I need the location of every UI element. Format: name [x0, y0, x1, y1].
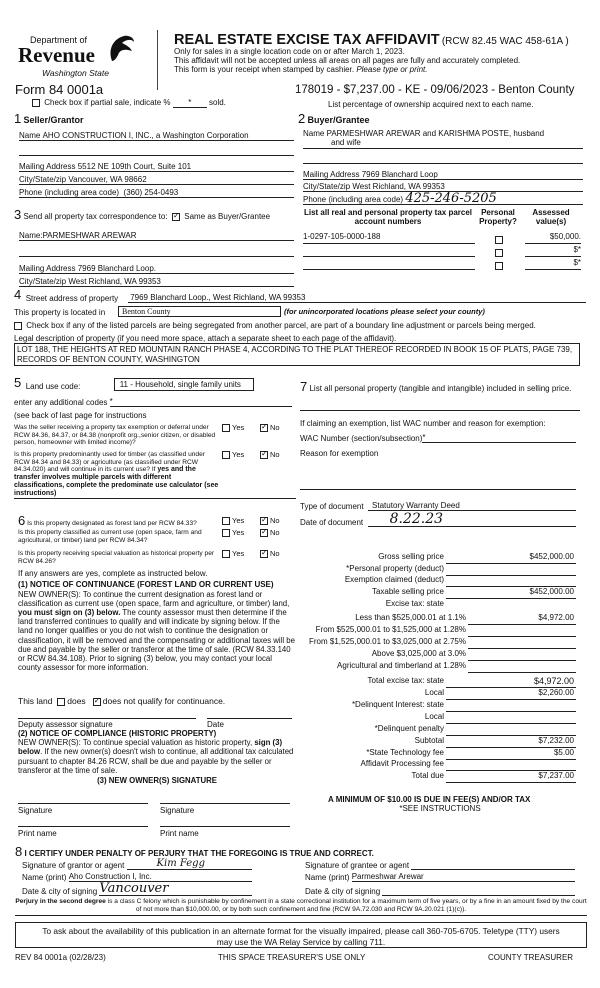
q2-yes-checkbox[interactable] — [222, 451, 230, 459]
deputy-date-line[interactable] — [207, 718, 292, 719]
forest-yes-checkbox[interactable] — [222, 517, 230, 525]
see-instructions: *SEE INSTRUCTIONS — [399, 804, 481, 813]
new-owner-signature-2[interactable] — [160, 803, 290, 804]
partial-sale-percent[interactable]: * — [173, 98, 207, 108]
q1-no-checkbox[interactable] — [260, 424, 268, 432]
parcel-value[interactable]: $* — [525, 258, 581, 270]
tax-value-tier1[interactable]: $4,972.00 — [468, 613, 576, 625]
notice2: (2) NOTICE OF COMPLIANCE (HISTORIC PROPERTY) NEW OWNER(S): To continue special valuation as historic property, sign (3) below. If the new owner(s) doesn't wish to continue, all additional tax calculated pursuant to chapter 84.26 RCW, shall be due and payable by the seller or transferor at the time of sale. (3) NEW OWNER(S) SIGNATURE — [18, 729, 294, 785]
grantee-signature[interactable] — [411, 860, 575, 870]
county-treasurer-label: COUNTY TREASURER — [488, 953, 574, 962]
current-use-question: Is this property classified as current use (open space, farm and agricultural, or timber) land per RCW 84.34? — [18, 528, 202, 544]
tax-value-tier2[interactable] — [468, 625, 576, 637]
header-line3: This form is your receipt when stamped by cashier. Please type or print. — [174, 65, 428, 74]
personal-property-line[interactable] — [300, 395, 580, 411]
buyer-name-line2[interactable]: and wife — [331, 138, 361, 148]
deputy-signature-line[interactable] — [18, 718, 196, 719]
parcel-personal-checkbox[interactable] — [495, 249, 503, 257]
parcel-table — [303, 208, 583, 270]
correspondence-name[interactable]: PARMESHWAR AREWAR — [42, 230, 137, 240]
logo-state: Washington State — [42, 68, 109, 78]
buyer-city[interactable]: West Richland, WA 99353 — [352, 181, 445, 191]
grantor-block: Signature of grantor or agent Kim Fegg Name (print) Aho Construction I, Inc. Date & city of signing Vancouver — [22, 858, 252, 896]
parcel-number[interactable] — [303, 258, 475, 270]
parcel-value[interactable]: $50,000. — [525, 232, 581, 244]
timber-question: Is this property predominantly used for timber (as classified under RCW 84.34 and 84.33) or agriculture (as classified under RCW 84.34.020) and will continue in its current use? If — [14, 450, 205, 474]
seller-city[interactable]: Vancouver, WA 98662 — [68, 174, 147, 184]
continuance-row: This land does ✓ does not qualify for continuance. — [18, 697, 225, 707]
partial-sale-checkbox[interactable] — [32, 99, 40, 107]
tax-value-total-state[interactable]: $4,972.00 — [446, 676, 576, 688]
forest-no-checkbox[interactable] — [260, 517, 268, 525]
tax-value-delinquent-local[interactable] — [446, 712, 576, 724]
document-type[interactable]: Statutory Warranty Deed — [368, 501, 576, 511]
parcel-row — [303, 244, 583, 257]
parcel-personal-checkbox[interactable] — [495, 262, 503, 270]
grantee-block: Signature of grantee or agent Name (print) Parmeshwar Arewar Date & city of signing — [305, 858, 575, 896]
historic-yes-checkbox[interactable] — [222, 550, 230, 558]
tax-value-subtotal[interactable]: $7,232.00 — [446, 736, 576, 748]
seller-address[interactable]: 5512 NE 109th Court, Suite 101 — [77, 161, 192, 171]
form-revision: REV 84 0001a (02/28/23) — [15, 953, 106, 962]
partial-sale-row: Check box if partial sale, indicate % * sold. — [32, 98, 226, 108]
parcel-value[interactable]: $* — [525, 245, 581, 257]
correspondence-section: 3 Send all property tax correspondence to: ✓ Same as Buyer/Grantee Name: PARMESHWAR AREWAR Mailing Address 7969 Blanchard Loop. City/State/zip West Richland, WA 99353 — [14, 208, 294, 287]
buyer-name-line1[interactable]: PARMESHWAR AREWAR and KARISHMA POSTE, husband — [326, 128, 545, 138]
grantee-date-city[interactable] — [382, 886, 575, 896]
ownership-note: List percentage of ownership acquired next to each name. — [328, 100, 534, 109]
grantor-signature[interactable]: Kim Fegg — [127, 858, 252, 871]
q1-yes-checkbox[interactable] — [222, 424, 230, 432]
seller-title: Seller/Grantor — [23, 115, 84, 125]
parcel-header-number: List all real and personal property tax parcel account numbers — [303, 208, 473, 227]
forest-question: Is this property designated as forest land per RCW 84.33? — [27, 520, 197, 527]
cashier-stamp: 178019 - $7,237.00 - KE - 09/06/2023 - Benton County — [295, 84, 575, 96]
historic-no-checkbox[interactable] — [260, 550, 268, 558]
exemption-reason-line[interactable] — [300, 458, 576, 490]
tax-value-tier4[interactable] — [468, 649, 576, 661]
dor-swirl-icon — [106, 33, 136, 65]
does-not-qualify-checkbox[interactable] — [93, 698, 101, 706]
seller-phone[interactable]: (360) 254-0493 — [123, 187, 179, 197]
notice1-title: (1) NOTICE OF CONTINUANCE (FOREST LAND OR CURRENT USE) — [18, 580, 274, 590]
q2-no-checkbox[interactable] — [260, 451, 268, 459]
parcel-header-personal: Personal Property? — [479, 208, 517, 227]
new-owner-print-2[interactable] — [160, 826, 290, 827]
header-line1: Only for sales in a single location code on or after March 1, 2023. — [174, 47, 405, 56]
tax-value-tech-fee[interactable]: $5.00 — [446, 748, 576, 760]
parcel-row — [303, 231, 583, 244]
new-owner-print-1[interactable] — [18, 826, 148, 827]
does-qualify-checkbox[interactable] — [57, 698, 65, 706]
parcel-number[interactable] — [303, 245, 475, 257]
land-use-section: 5 Land use code: 11 - Household, single family units enter any additional codes * (see back of last page for instructions Was the seller receiving a property tax exemption or deferral under RCW 84.36, 84.37, or 84.38 (nonprofit org.,senior citizen, or disabled person, homeowner with limited income)? Yes ✓ No Is this property predominantly used for timber (as classified under RCW 84.34 and 84.33) or agriculture (as classified under RCW 84.34.020) and will continue in its current use? If yes and the transfer involves multiple parcels with different classifications, complete the predominate use calculator (see instructions) Yes ✓ No — [14, 376, 296, 499]
buyer-address[interactable]: 7969 Blanchard Loop — [361, 169, 438, 179]
legal-description[interactable]: LOT 188, THE HEIGHTS AT RED MOUNTAIN RANCH PHASE 4, ACCORDING TO THE PLAT THEREOF RECORDED IN BOOK 15 OF PLATS, PAGE 739, RECORDS OF BENTON COUNTY, WASHINGTON — [14, 343, 580, 366]
wac-number[interactable]: * — [422, 433, 576, 443]
tax-value-gross[interactable]: $452,000.00 — [446, 552, 576, 564]
grantee-print-name[interactable]: Parmeshwar Arewar — [352, 872, 575, 882]
minimum-due-note: A MINIMUM OF $10.00 IS DUE IN FEE(S) AND/OR TAX — [328, 795, 531, 804]
section7: 7 List all personal property (tangible and intangible) included in selling price. If claiming an exemption, list WAC number and reason for exemption: WAC Number (section/subsection) * Reason for exemption Type of document Statutory Warranty Deed Date of document 8.22.23 — [300, 380, 580, 527]
logo-revenue: Revenue — [18, 43, 95, 67]
tax-value-delinquent-state[interactable] — [446, 700, 576, 712]
correspondence-city[interactable]: West Richland, WA 99353 — [68, 276, 161, 286]
logo-dept-of: Department of — [30, 35, 88, 45]
segregated-checkbox[interactable] — [14, 322, 22, 330]
certify-title: 8 I CERTIFY UNDER PENALTY OF PERJURY THAT THE FOREGOING IS TRUE AND CORRECT. — [15, 844, 374, 859]
tax-label: Gross selling price — [378, 552, 444, 561]
header-divider — [157, 30, 158, 90]
tax-table: Gross selling price $452,000.00 *Personal property (deduct) Exemption claimed (deduct) Taxable selling price $452,000.00 Excise tax: state Less than $525,000.01 at 1.1% $4,972.00 From $525,000.01 to $1,525,000 at 1.28% From $1,525,000.01 to $3,025,000 at 2.75% Above $3,025,000 at 3.0% Agricultural and timberland at 1.28% Total excise tax: state $4,972.00 Local $2,260.00 *Delinquent Interest: state Local *Delinquent penalty Subtotal $7,232.00 *State Technology fee $5.00 Affidavit Processing fee Total due $7,237.00 A MINIMUM OF $10.00 IS DUE IN FEE(S) AND/OR TAX *SEE INSTRUCTIONS — [300, 552, 580, 812]
perjury-notice: Perjury in the second degree is a class C felony which is punishable by confinement in a state correctional institution for a maximum term of five years, or by a fine in an amount fixed by the court of not more than $10,000.00, or by both such confinement and fine (RCW 9A.72.030 and RCW 9A.20.021 (1)(c)). — [15, 898, 587, 916]
grantor-print-name[interactable]: Aho Construction I, Inc. — [69, 872, 252, 882]
header-line2: This affidavit will not be accepted unless all areas on all pages are fully and accurately completed. — [174, 56, 521, 65]
parcel-header-value: Assessed value(s) — [532, 208, 570, 227]
seller-exemption-question: Was the seller receiving a property tax exemption or deferral under RCW 84.36, 84.37, or 84.38 (nonprofit org.,senior citizen, or disabled person, homeowner with limited income)? — [14, 424, 216, 447]
same-as-buyer-checkbox[interactable] — [172, 213, 180, 221]
property-section: 4 Street address of property 7969 Blanchard Loop., West Richland, WA 99353 This property is located in Benton County (for unincorporated locations please select your county) Check box if any of the listed parcels are being segregated from another parcel, are part of a boundary line adjustment or parcels being merged. Legal description of property (if you need more space, attach a separate sheet to each page of the affidavit). LOT 188, THE HEIGHTS AT RED MOUNTAIN RANCH PHASE 4, ACCORDING TO THE PLAT THEREOF RECORDED IN BOOK 15 OF PLATS, PAGE 739, RECORDS OF BENTON COUNTY, WASHINGTON — [14, 289, 586, 366]
parcel-personal-checkbox[interactable] — [495, 236, 503, 244]
accessibility-notice: To ask about the availability of this publication in an alternate format for the visually impaired, please call 360-705-6705. Teletype (TTY) users may use the WA Relay Service by calling 711. — [15, 922, 587, 948]
parcel-number[interactable]: 1-0297-105-0000-188 — [303, 232, 475, 244]
tax-value-taxable[interactable]: $452,000.00 — [446, 587, 576, 599]
tax-value-tier3[interactable] — [468, 637, 576, 649]
tax-value-local[interactable]: $2,260.00 — [446, 688, 576, 700]
tax-value-total-due[interactable]: $7,237.00 — [446, 771, 576, 783]
treasurer-use-label: THIS SPACE TREASURER'S USE ONLY — [218, 953, 366, 962]
dor-logo — [18, 33, 138, 83]
form-title-ref: (RCW 82.45 WAC 458-61A ) — [441, 36, 569, 47]
document-date[interactable]: 8.22.23 — [368, 513, 576, 527]
current-use-no-checkbox[interactable] — [260, 529, 268, 537]
form-title: REAL ESTATE EXCISE TAX AFFIDAVIT — [174, 32, 440, 48]
county-select[interactable]: Benton County — [118, 306, 281, 317]
tax-value-exemption[interactable] — [446, 575, 576, 587]
tax-value-agricultural[interactable] — [468, 661, 576, 673]
divider — [14, 498, 296, 499]
land-use-code[interactable]: 11 - Household, single family units — [114, 378, 254, 391]
grantor-date-city[interactable]: Vancouver — [99, 882, 252, 896]
legal-label: Legal description of property (if you need more space, attach a separate sheet to each page of the affidavit). — [14, 334, 397, 344]
tax-value-processing-fee[interactable] — [446, 759, 576, 771]
historic-question: Is this property receiving special valuation as historical property per RCW 84.26? — [18, 550, 215, 565]
additional-codes[interactable]: * — [110, 397, 292, 407]
buyer-phone[interactable]: 425-246-5205 — [405, 191, 497, 207]
correspondence-address[interactable]: 7969 Blanchard Loop. — [77, 263, 157, 273]
seller-section: 1 Seller/Grantor Name AHO CONSTRUCTION I, INC., a Washington Corporation Mailing Address 5512 NE 109th Court, Suite 101 City/State/zip Vancouver, WA 98662 Phone (including area code) (360) 254-0493 — [14, 112, 294, 198]
seller-name[interactable]: AHO CONSTRUCTION I, INC., a Washington Corporation — [42, 130, 249, 140]
property-street[interactable]: 7969 Blanchard Loop., West Richland, WA 99353 — [128, 293, 586, 303]
current-use-yes-checkbox[interactable] — [222, 529, 230, 537]
county-note: (for unincorporated locations please select your county) — [284, 307, 485, 317]
buyer-section: 2 Buyer/Grantee Name PARMESHWAR AREWAR and KARISHMA POSTE, husband and wife Mailing Address 7969 Blanchard Loop City/State/zip West Richland, WA 99353 Phone (including area code) 425-246-5205 — [298, 112, 583, 205]
new-owner-signature-1[interactable] — [18, 803, 148, 804]
tax-value-penalty[interactable] — [446, 724, 576, 736]
parcel-row — [303, 257, 583, 270]
section6: 6 Is this property designated as forest land per RCW 84.33? Yes ✓ No Is this property classified as current use (open space, farm and agricultural, or timber) land per RCW 84.34? Yes ✓ No Is this property receiving special valuation as historical property per RCW 84.26? Yes ✓ No If any answers are yes, complete as instructed below. (1) NOTICE OF CONTINUANCE (FOREST LAND OR CURRENT USE) NEW OWNER(S): To continue the current designation as forest land or classification as current use (open space, farm and agriculture, or timber) land, you must sign on (3) below. The county assessor must then determine if the land transferred continues to qualify and will indicate by signing below. If the land no longer qualifies or you do not wish to continue the designation or classification, it will be removed and the compensating or additional taxes will be due and payable by the seller or transferor at the time of sale. (RCW 84.33.140 or RCW 84.34.108). Prior to signing (3) below, you may contact your local county assessor for more information. — [18, 514, 296, 672]
buyer-title: Buyer/Grantee — [307, 115, 370, 125]
form-number: Form 84 0001a — [15, 82, 104, 97]
